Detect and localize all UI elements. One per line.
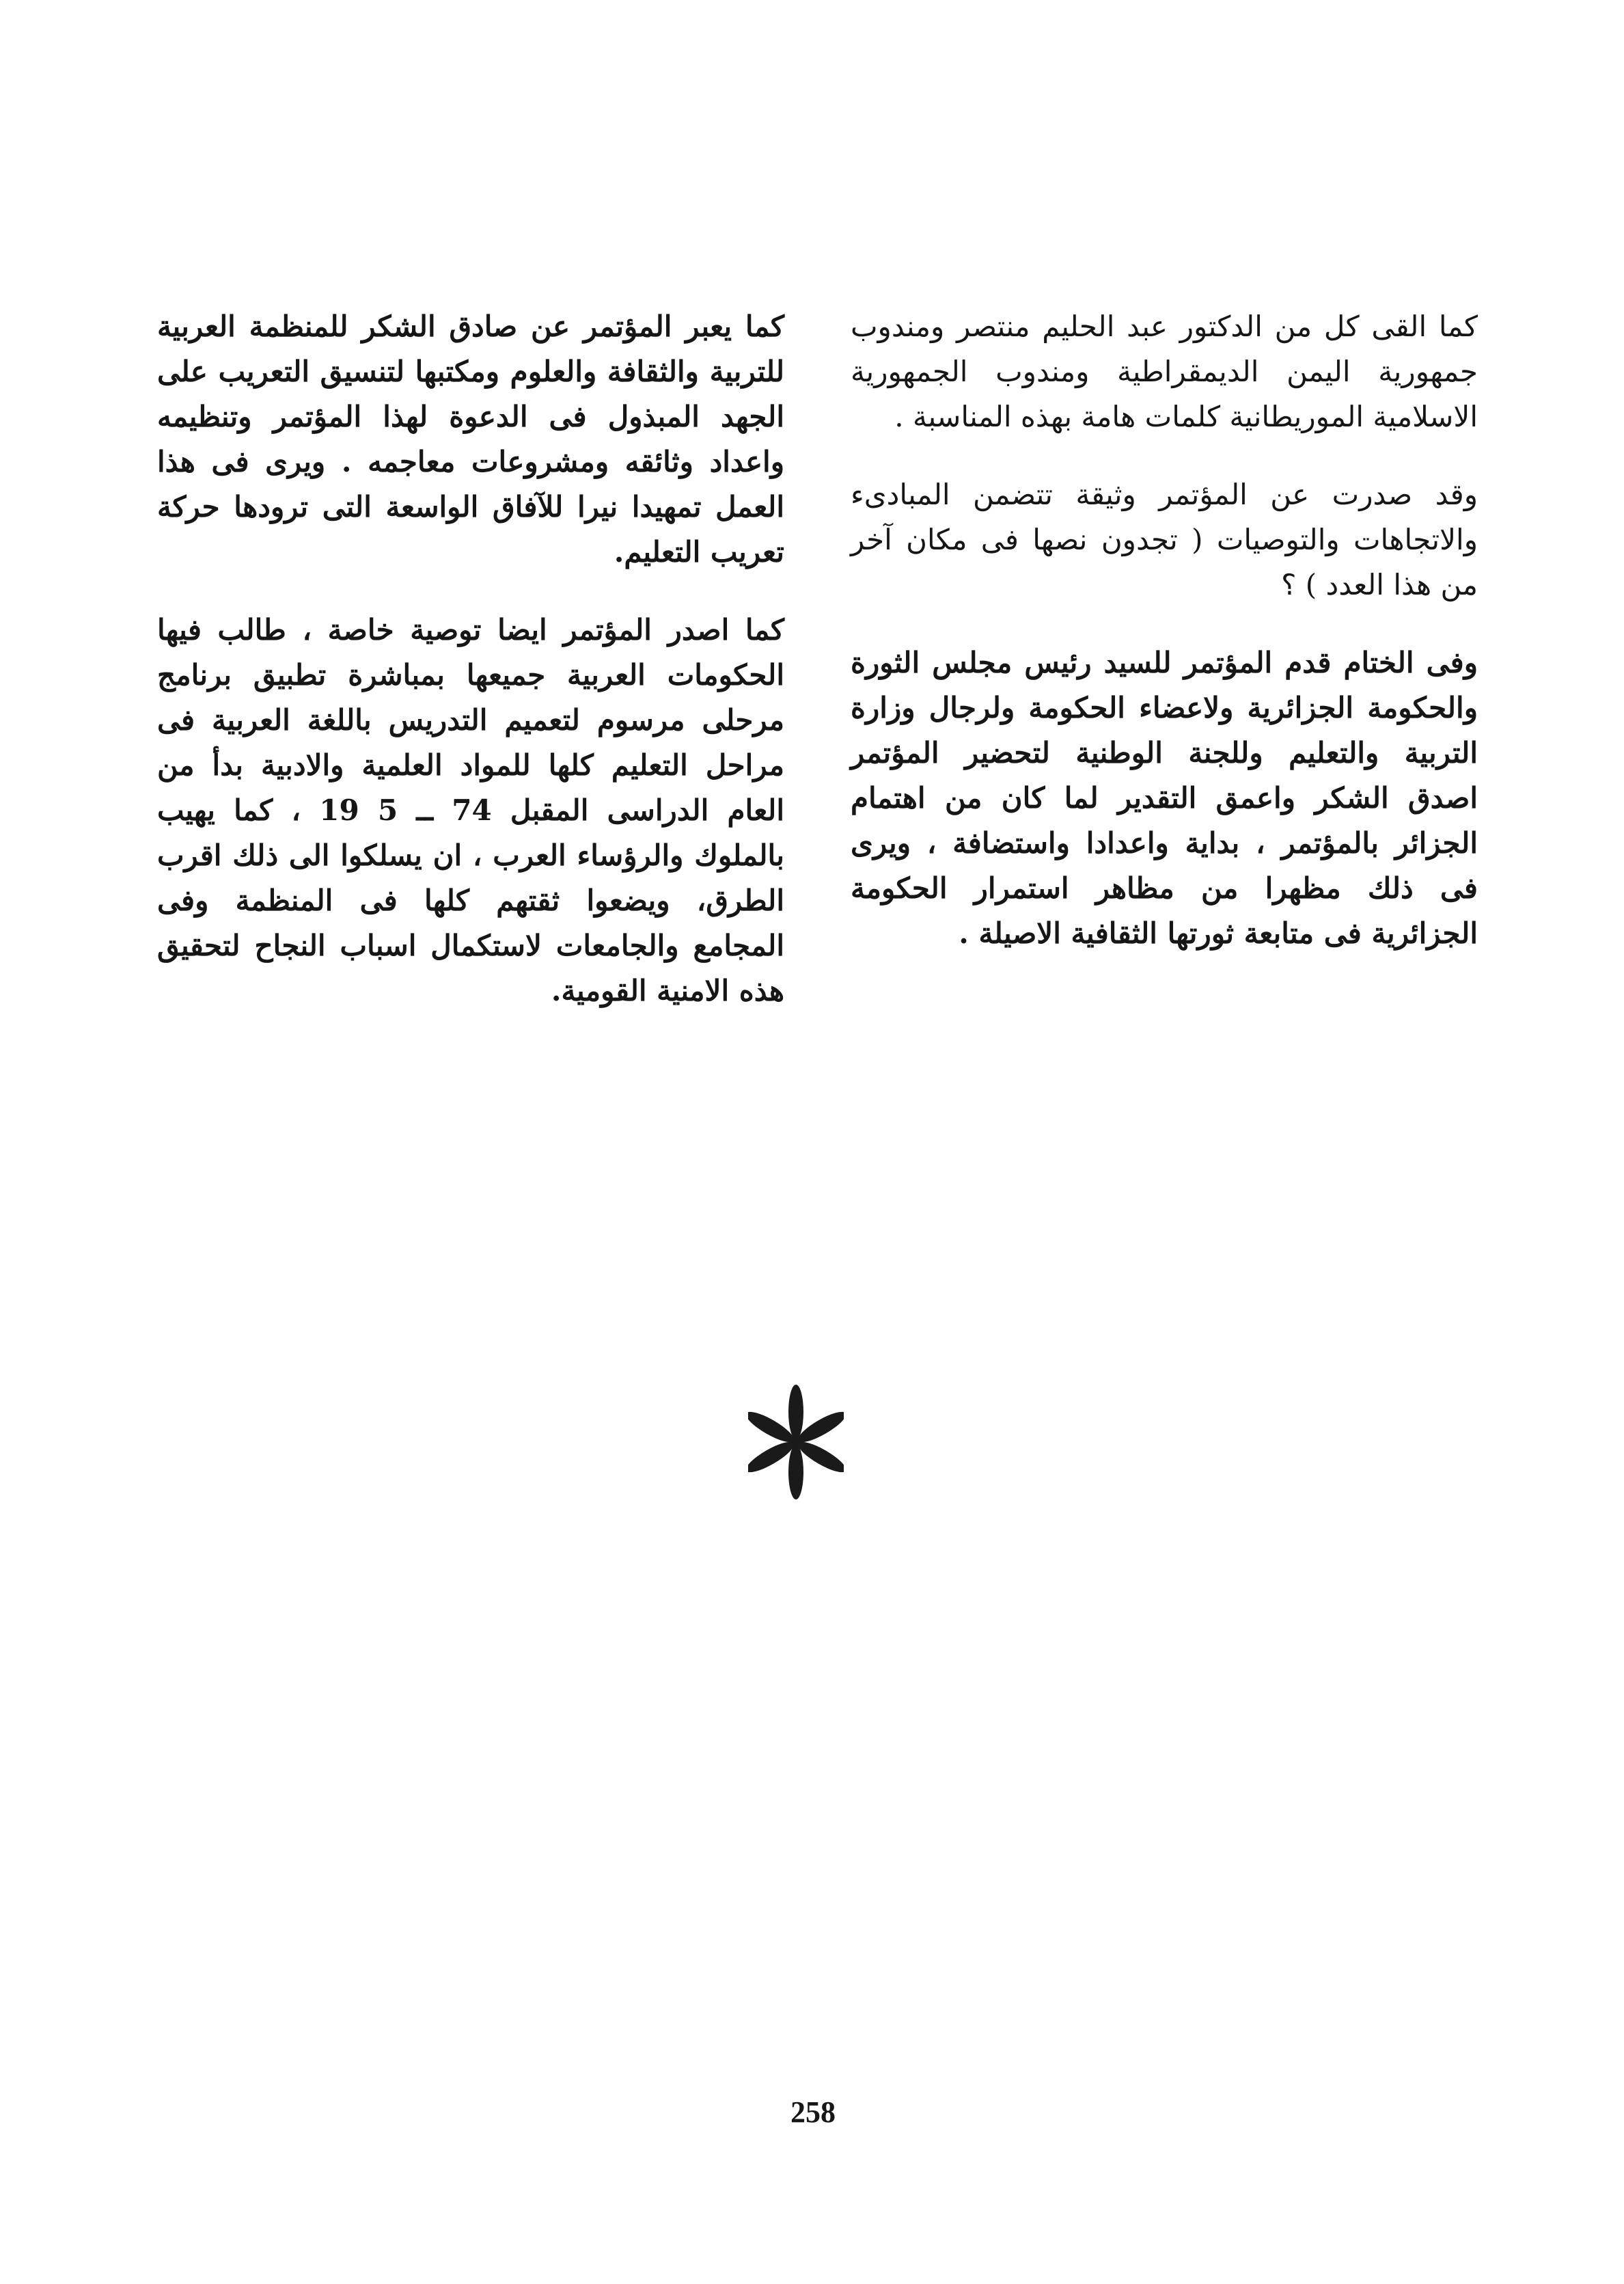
- paragraph-closing-thanks: وفى الختام قدم المؤتمر للسيد رئيس مجلس الثورة والحكومة الجزائرية ولاعضاء الحكومة ولرجال وزارة التربية والتعليم وللجنة الوطنية لتحضير المؤتمر اصدق الشكر واعمق التقدير لما كان من اهتمام الجزائر بالمؤتمر ، بداية واعدادا واستضافة ، ويرى فى ذلك مظهرا من مظاهر استمرار الحكومة الجزائرية فى متابعة ثورتها الثقافية الاصيلة .: [851, 646, 1478, 950]
- paragraph-organization-thanks: كما يعبر المؤتمر عن صادق الشكر للمنظمة العربية للتربية والثقافة والعلوم ومكتبها لتنسيق التعريب على الجهد المبذول فى الدعوة لهذا المؤتمر وتنظيمه واعداد وثائقه ومشروعات معاجمه . ويرى فى هذا العمل تمهيدا نيرا للآفاق الواسعة التى ترودها حركة تعريب التعليم.: [157, 310, 784, 569]
- right-text-column: [851, 304, 1478, 989]
- asterisk-ornament-icon: [748, 1381, 844, 1504]
- page-number: 258: [790, 2095, 836, 2129]
- paragraph-special-recommendation: كما اصدر المؤتمر ايضا توصية خاصة ، طالب فيها الحكومات العربية جميعها بمباشرة تطبيق برنامج مرحلى مرسوم لتعميم التدريس باللغة العربية فى مراحل التعليم كلها للمواد العلمية والادبية بدأ من العام الدراسى المقبل 74 ــ 5 19 ، كما يهيب بالملوك والرؤساء العرب ، ان يسلكوا الى ذلك اقرب الطرق، ويضعوا ثقتهم كلها فى المنظمة وفى المجامع والجامعات لاستكمال اسباب النجاح لتحقيق هذه الامنية القومية.: [157, 613, 785, 1007]
- paragraph-speeches: كما القى كل من الدكتور عبد الحليم منتصر ومندوب جمهورية اليمن الديمقراطية ومندوب الجمهورية الاسلامية الموريطانية كلمات هامة بهذه المناسبة .: [851, 310, 1478, 433]
- paragraph-document-issued: وقد صدرت عن المؤتمر وثيقة تتضمن المبادىء والاتجاهات والتوصيات ( تجدون نصها فى مكان آخر من هذا العدد ) ؟: [851, 478, 1478, 601]
- left-text-column: [157, 304, 784, 1046]
